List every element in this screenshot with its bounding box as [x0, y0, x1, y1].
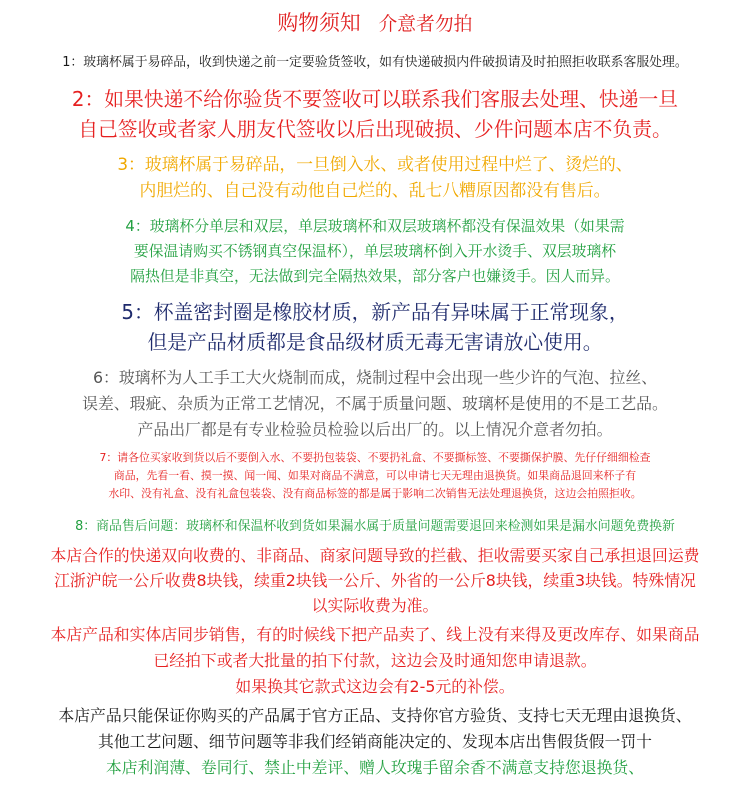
notice-item-3-line-2: 内胆烂的、自己没有动他自己烂的、乱七八糟原因都没有售后。	[139, 181, 611, 201]
notice-item-9-line-1: 本店合作的快递双向收费的、非商品、商家问题导致的拦截、拒收需要买家自己承担退回运费	[50, 546, 700, 565]
notice-title	[4, 13, 746, 34]
notice-item-4-line-2: 要保温请购买不锈钢真空保温杯），单层玻璃杯倒入开水烫手、双层玻璃杯	[133, 242, 617, 260]
notice-item-2-line-1: 2：如果快递不给你验货不要签收可以联系我们客服去处理、快递一旦	[71, 87, 679, 111]
notice-item-11-line-1: 本店产品只能保证你购买的产品属于官方正品、支持你官方验货、支持七天无理由退换货、	[58, 706, 692, 725]
notice-item-5-line-1: 5：杯盖密封圈是橡胶材质，新产品有异味属于正常现象，	[121, 300, 629, 324]
notice-item-7-line-1: 7：请各位买家收到货以后不要倒入水、不要扔包装袋、不要扔礼盒、不要撕标签、不要撕保护膜、先仔仔细细检查	[99, 451, 651, 464]
notice-item-6-line-1: 6：玻璃杯为人工手工大火烧制而成，烧制过程中会出现一些少许的气泡、拉丝、	[92, 368, 658, 387]
notice-item-2-line-2: 自己签收或者家人朋友代签收以后出现破损、少件问题本店不负责。	[78, 117, 672, 141]
page-title: 购物须知	[277, 11, 361, 35]
notice-item-12-line-1: 本店利润薄、卷同行、禁止中差评、赠人玫瑰手留余香不满意支持您退换货、	[105, 758, 645, 777]
notice-item-6-line-3: 产品出厂都是有专业检验员检验以后出厂的。以上情况介意者勿拍。	[137, 420, 613, 439]
notice-item-7-line-2: 商品，先看一看、摸一摸、闻一闻、如果对商品不满意，可以申请七天无理由退换货。如果商品退回来杯子有	[113, 469, 637, 482]
page-subtitle: 介意者勿拍	[378, 13, 473, 35]
notice-item-11-line-2: 其他工艺问题、细节问题等非我们经销商能决定的、发现本店出售假货假一罚十	[97, 732, 653, 751]
notice-item-4-line-1: 4：玻璃杯分单层和双层，单层玻璃杯和双层玻璃杯都没有保温效果（如果需	[125, 217, 625, 235]
notice-item-10-line-1: 本店产品和实体店同步销售，有的时候线下把产品卖了、线上没有来得及更改库存、如果商品	[50, 625, 700, 644]
notice-item-6-line-2: 误差、瑕疵、杂质为正常工艺情况，不属于质量问题、玻璃杯是使用的不是工艺品。	[82, 394, 668, 413]
notice-item-1-line-1: 1：玻璃杯属于易碎品，收到快递之前一定要验货签收，如有快递破损内件破损请及时拍照拒收联系客服处理。	[62, 55, 688, 70]
notice-item-9-line-2: 江浙沪皖一公斤收费8块钱，续重2块钱一公斤、外省的一公斤8块钱，续重3块钱。特殊情况	[54, 571, 696, 590]
notice-item-7-line-3: 水印、没有礼盒、没有礼盒包装袋、没有商品标签的都是属于影响二次销售无法处理退换货，这边会拍照拒收。	[108, 487, 642, 500]
notice-item-8-line-1: 8：商品售后问题：玻璃杯和保温杯收到货如果漏水属于质量问题需要退回来检测如果是漏水问题免费换新	[75, 519, 675, 534]
notice-item-5-line-2: 但是产品材质都是食品级材质无毒无害请放心使用。	[147, 330, 603, 354]
notice-item-10-line-3: 如果换其它款式这边会有2-5元的补偿。	[235, 677, 515, 696]
notice-item-3-line-1: 3：玻璃杯属于易碎品，一旦倒入水、或者使用过程中烂了、烫烂的、	[117, 155, 633, 175]
notice-item-4-line-3: 隔热但是非真空，无法做到完全隔热效果，部分客户也嫌烫手。因人而异。	[130, 267, 620, 285]
notice-item-10-line-2: 已经拍下或者大批量的拍下付款，这边会及时通知您申请退款。	[153, 651, 597, 670]
notice-item-9-line-3: 以实际收费为准。	[311, 596, 439, 615]
